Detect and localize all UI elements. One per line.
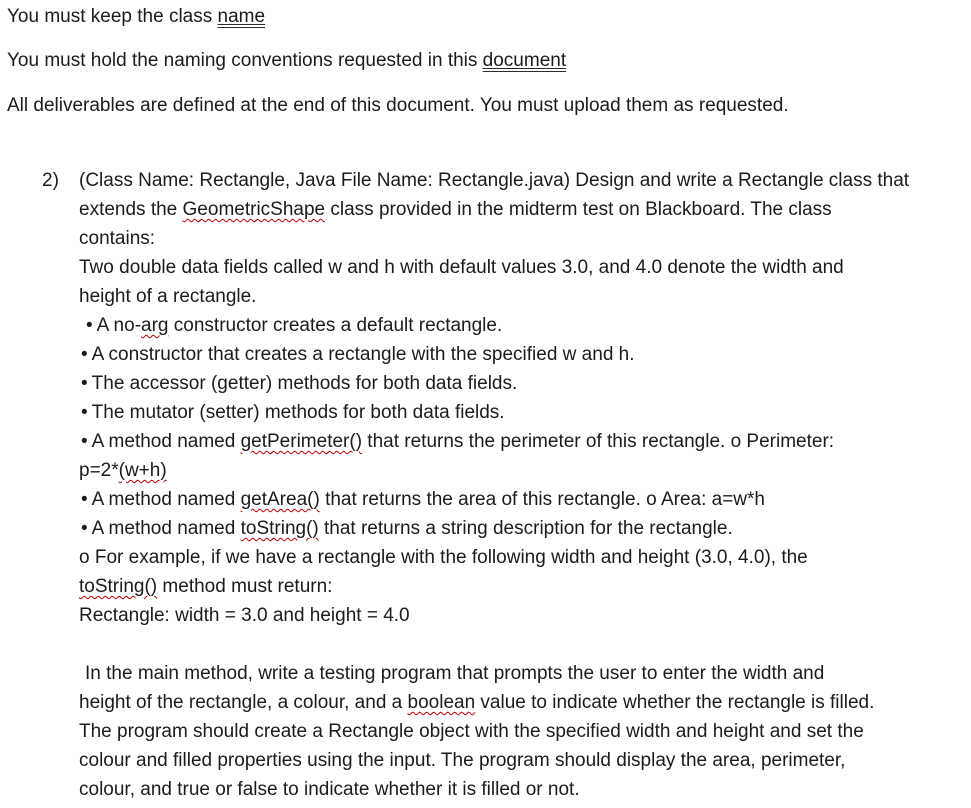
paragraph-1-line-2-text-b: class provided in the midterm test on Blackboard. The class <box>325 199 832 220</box>
main-paragraph-line-4: colour and filled properties using the input. The program should display the area, perimeter, <box>79 750 846 771</box>
main-paragraph-line-5: colour, and true or false to indicate whether it is filled or not. <box>79 779 580 800</box>
main-paragraph-line-2 <box>79 691 874 714</box>
bullet-5-continuation-text: p=2* <box>79 460 119 481</box>
paragraph-1-line-2-text-a: extends the <box>79 199 183 220</box>
bullet-4 <box>81 401 505 424</box>
main-paragraph-line-2-text-a: height of the rectangle, a colour, and a <box>79 692 408 713</box>
paragraph-1-line-3: contains: <box>79 228 156 249</box>
spelling-flag-tostring: toString() <box>240 518 319 539</box>
example-line-1: o For example, if we have a rectangle with the following width and height (3.0, 4.0), the <box>79 547 808 568</box>
bullet-5-continuation <box>79 459 167 482</box>
example-line-2 <box>79 575 332 598</box>
bullet-7-text-a: A method named <box>91 518 241 539</box>
bullet-3 <box>81 372 517 395</box>
bullet-6-text-a: A method named <box>91 489 241 510</box>
bullet-6-marker: • <box>81 489 88 510</box>
bullet-4-marker: • <box>81 402 88 423</box>
bullet-6-text-b: that returns the area of this rectangle. o Area: a=w*h <box>319 489 765 510</box>
bullet-5-text-b: that returns the perimeter of this rectangle. o Perimeter: <box>362 431 835 452</box>
bullet-2-marker: • <box>81 344 88 365</box>
bullet-2-text: A constructor that creates a rectangle with the specified w and h. <box>91 344 635 365</box>
main-paragraph-line-3: The program should create a Rectangle object with the specified width and height and set the <box>79 721 864 742</box>
bullet-1-text-a: A no- <box>96 315 142 336</box>
spelling-flag-w-plus-h: (w+h) <box>118 460 167 481</box>
paragraph-1-line-1: (Class Name: Rectangle, Java File Name: Rectangle.java) Design and write a Rectangle class that <box>79 170 910 191</box>
bullet-7-marker: • <box>81 518 88 539</box>
bullet-7-text-b: that returns a string description for the rectangle. <box>318 518 733 539</box>
bullet-6 <box>81 488 765 511</box>
paragraph-2-line-2: height of a rectangle. <box>79 286 257 307</box>
example-output: Rectangle: width = 3.0 and height = 4.0 <box>79 605 410 626</box>
bullet-3-text: The accessor (getter) methods for both data fields. <box>91 373 518 394</box>
spelling-flag-getperimeter: getPerimeter() <box>240 431 363 452</box>
bullet-5-text-a: A method named <box>91 431 241 452</box>
intro-line-1 <box>7 5 265 28</box>
paragraph-1-line-2 <box>79 198 832 221</box>
paragraph-2-line-1: Two double data fields called w and h with default values 3.0, and 4.0 denote the width and <box>79 257 844 278</box>
bullet-7 <box>81 517 733 540</box>
item-number: 2) <box>42 170 59 191</box>
bullet-1-marker: • <box>86 315 93 336</box>
spelling-flag-getarea: getArea() <box>240 489 320 510</box>
main-paragraph-line-1: In the main method, write a testing program that prompts the user to enter the width and <box>85 663 825 684</box>
spelling-flag-arg: arg <box>141 315 169 336</box>
spelling-flag-tostring-example: toString() <box>79 576 158 597</box>
intro-line-2-text: You must hold the naming conventions requested in this <box>7 50 483 71</box>
bullet-5 <box>81 430 834 453</box>
spelling-flag-boolean: boolean <box>407 692 476 713</box>
spelling-flag-geometricshape: GeometricShape <box>182 199 326 220</box>
bullet-3-marker: • <box>81 373 88 394</box>
bullet-1 <box>86 314 502 337</box>
main-paragraph-line-2-text-b: value to indicate whether the rectangle is filled. <box>475 692 875 713</box>
bullet-4-text: The mutator (setter) methods for both data fields. <box>91 402 505 423</box>
intro-line-2 <box>7 49 566 72</box>
bullet-1-text-b: constructor creates a default rectangle. <box>168 315 503 336</box>
document-link[interactable]: document <box>482 50 567 71</box>
example-line-2-text: method must return: <box>157 576 333 597</box>
intro-line-1-text: You must keep the class <box>7 6 218 27</box>
bullet-5-marker: • <box>81 431 88 452</box>
class-name-link[interactable]: name <box>217 6 266 27</box>
bullet-2 <box>81 343 635 366</box>
intro-line-3: All deliverables are defined at the end of this document. You must upload them as requested. <box>7 95 789 116</box>
